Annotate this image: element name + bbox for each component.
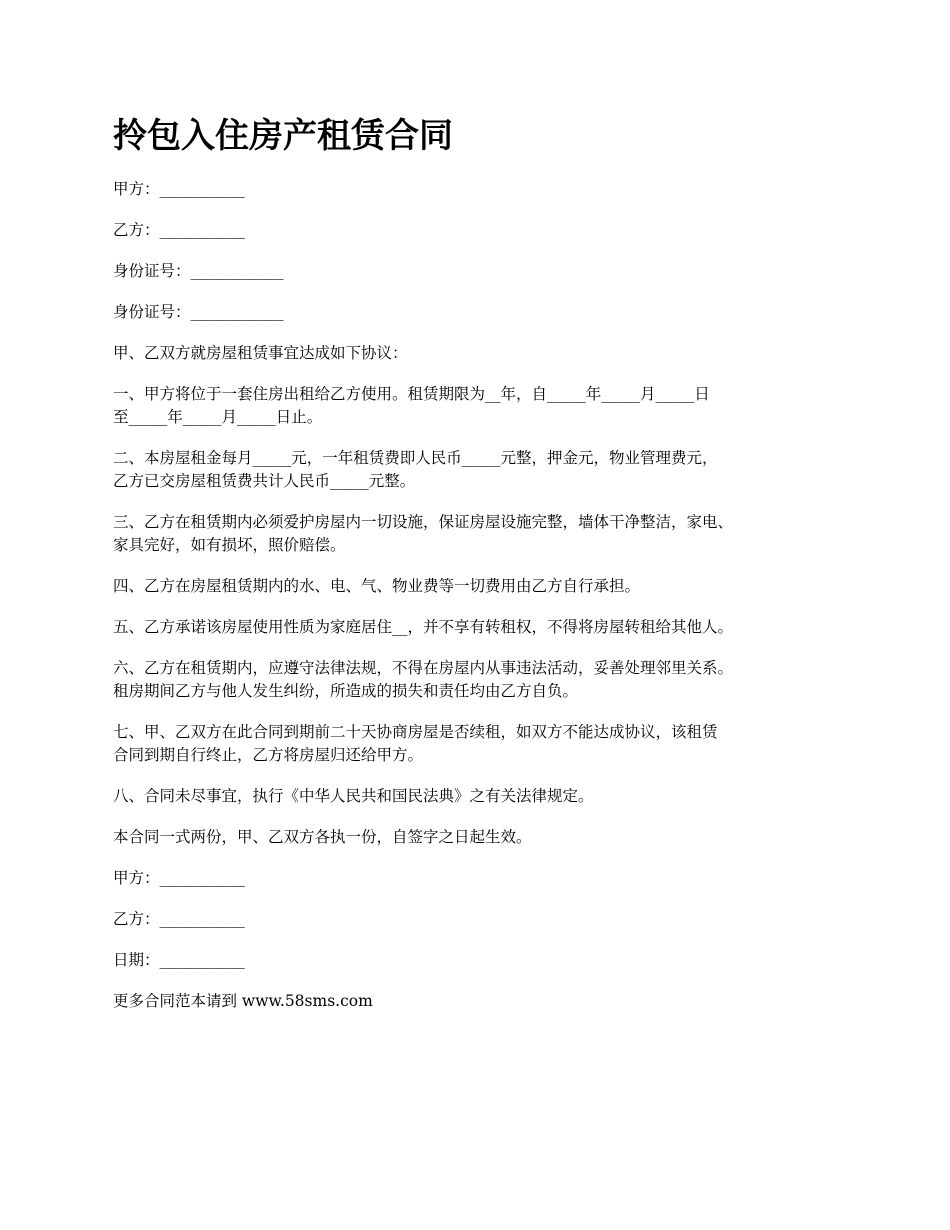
clause-6-line-1: 六、乙方在租赁期内，应遵守法律法规，不得在房屋内从事违法活动，妥善处理邻里关系。 [113, 659, 734, 677]
clause-2-line-2: 乙方已交房屋租赁费共计人民币_____元整。 [113, 472, 416, 490]
party-b-field: 乙方：___________ [113, 221, 245, 239]
party-a-field: 甲方：___________ [113, 180, 245, 198]
agreement-intro: 甲、乙双方就房屋租赁事宜达成如下协议： [113, 344, 408, 362]
clause-8-line-1: 八、合同未尽事宜，执行《中华人民共和国民法典》之有关法律规定。 [113, 787, 594, 805]
clause-1 [113, 383, 853, 429]
footer-note: 更多合同范本请到 www.58sms.com [113, 992, 373, 1010]
signature-party-a: 甲方：___________ [113, 869, 245, 887]
signature-date: 日期：___________ [113, 951, 245, 969]
clause-7-line-2: 合同到期自行终止，乙方将房屋归还给甲方。 [113, 746, 424, 764]
id-number-field-a: 身份证号：____________ [113, 262, 284, 280]
id-number-field-b: 身份证号：____________ [113, 303, 284, 321]
clause-3 [113, 511, 853, 557]
clause-5-line-1: 五、乙方承诺该房屋使用性质为家庭居住__，并不享有转租权，不得将房屋转租给其他人。 [113, 618, 734, 636]
clause-1-line-2: 至_____年_____月_____日止。 [113, 408, 323, 426]
clause-6-line-2: 租房期间乙方与他人发生纠纷，所造成的损失和责任均由乙方自负。 [113, 682, 579, 700]
signature-party-b: 乙方：___________ [113, 910, 245, 928]
clause-4-line-1: 四、乙方在房屋租赁期内的水、电、气、物业费等一切费用由乙方自行承担。 [113, 577, 641, 595]
clause-3-line-2: 家具完好，如有损坏，照价赔偿。 [113, 536, 346, 554]
closing-statement: 本合同一式两份，甲、乙双方各执一份，自签字之日起生效。 [113, 828, 532, 846]
clause-2 [113, 447, 853, 493]
clause-4 [113, 575, 853, 598]
clause-3-line-1: 三、乙方在租赁期内必须爱护房屋内一切设施，保证房屋设施完整，墙体干净整洁，家电、 [113, 513, 734, 531]
clause-1-line-1: 一、甲方将位于一套住房出租给乙方使用。租赁期限为__年，自_____年_____月_____日 [113, 385, 710, 403]
clause-2-line-1: 二、本房屋租金每月_____元，一年租赁费即人民币_____元整，押金元，物业管理费元， [113, 449, 718, 467]
clause-6 [113, 657, 853, 703]
document-page [113, 112, 853, 1013]
clause-8 [113, 785, 853, 808]
document-title: 拎包入住房产租赁合同 [113, 116, 453, 156]
clause-7 [113, 721, 853, 767]
clause-7-line-1: 七、甲、乙双方在此合同到期前二十天协商房屋是否续租，如双方不能达成协议，该租赁 [113, 723, 718, 741]
clause-5 [113, 616, 853, 639]
